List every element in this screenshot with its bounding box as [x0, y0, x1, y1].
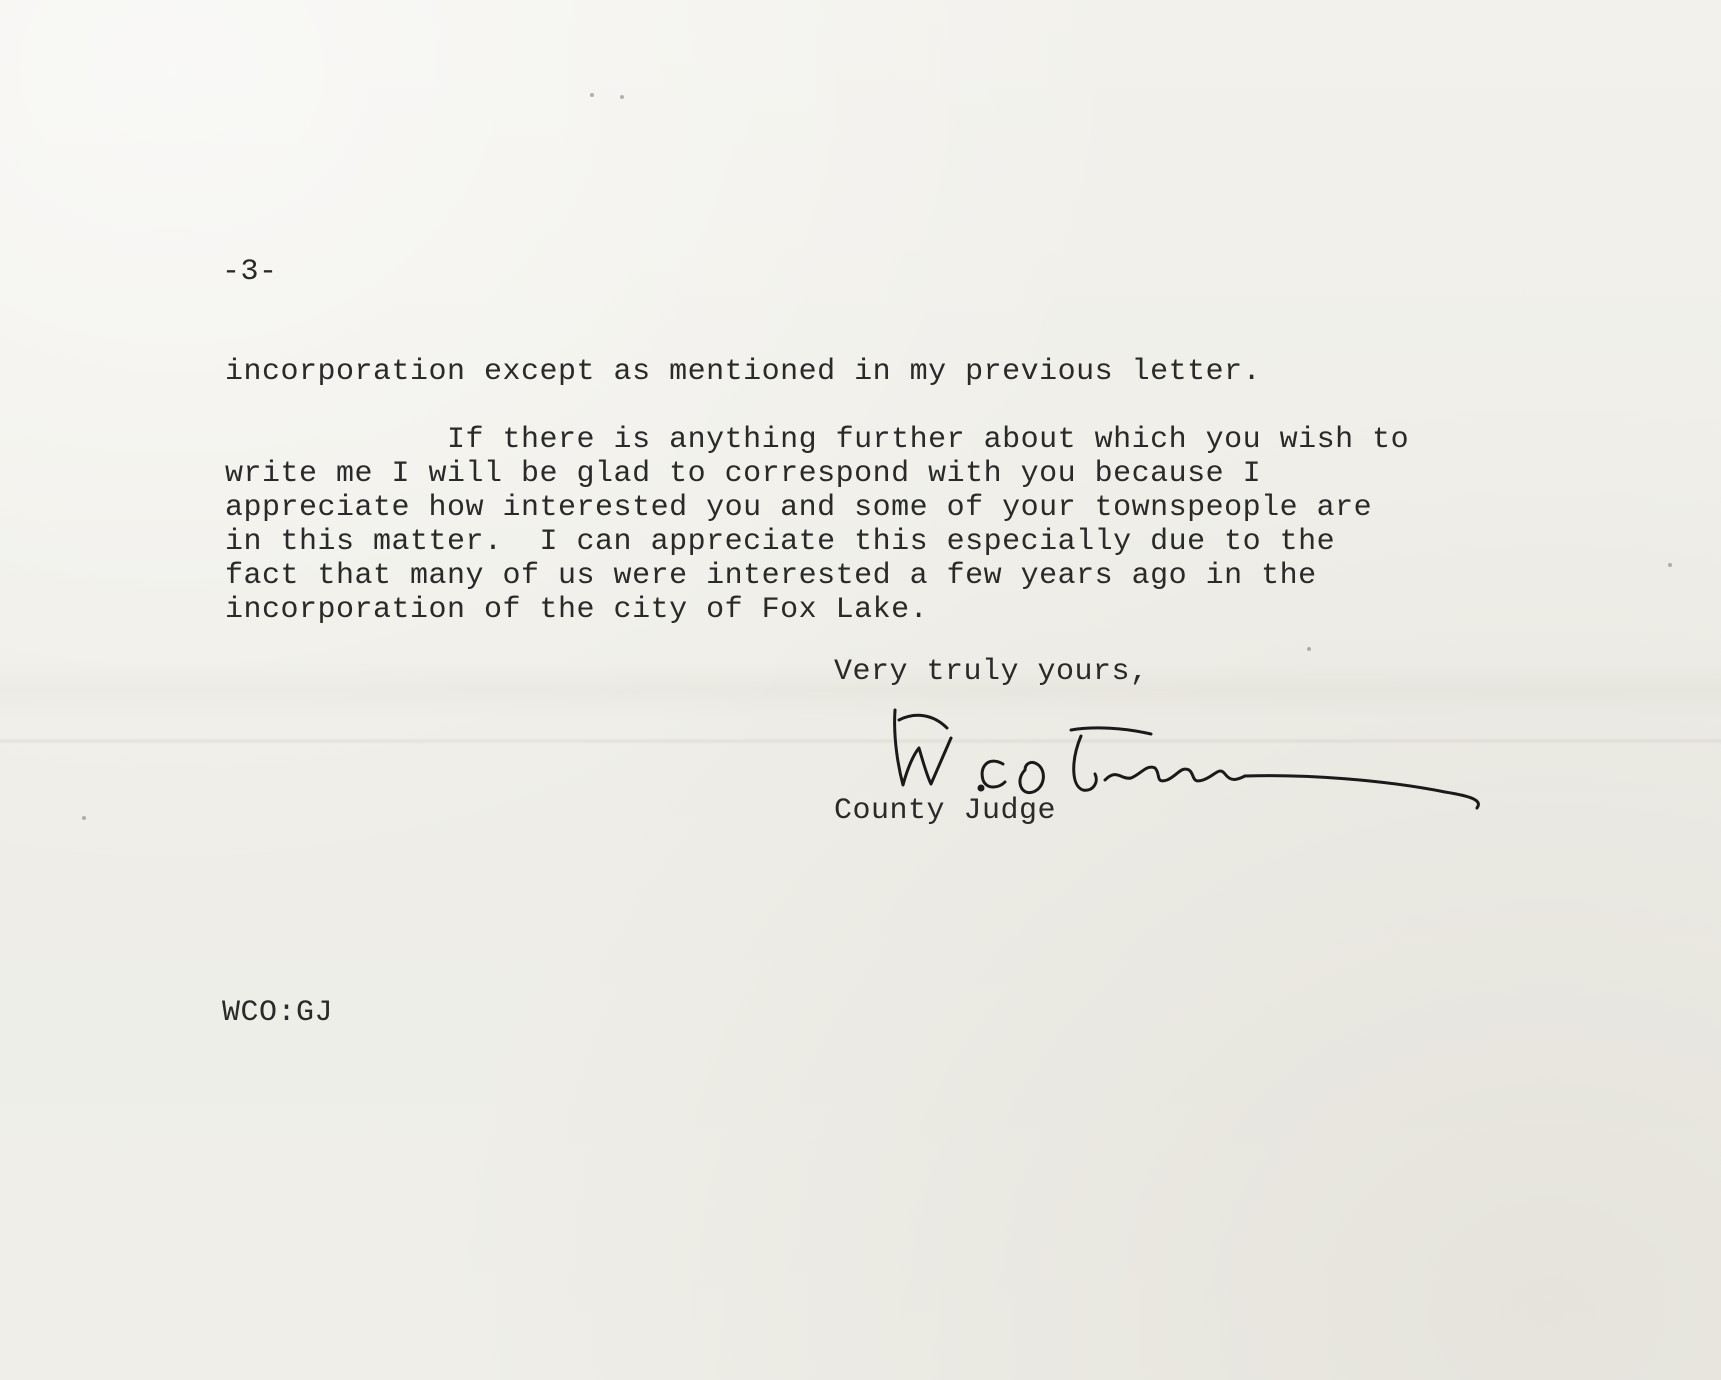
- page-number: -3-: [222, 255, 278, 289]
- paper-speck: [590, 93, 594, 97]
- paper-speck: [82, 816, 86, 820]
- body-line: incorporation except as mentioned in my previous letter.: [225, 355, 1262, 389]
- paper-speck: [620, 95, 624, 99]
- body-line: If there is anything further about which you wish to: [225, 423, 1410, 457]
- body-line: in this matter. I can appreciate this especially due to the: [225, 525, 1336, 559]
- paper-speck: [1668, 563, 1672, 567]
- reference-initials: WCO:GJ: [222, 996, 334, 1030]
- body-line: write me I will be glad to correspond with you because I: [225, 457, 1262, 491]
- signer-title: County Judge: [834, 794, 1057, 828]
- paper-speck: [1307, 647, 1311, 651]
- complimentary-closing: Very truly yours,: [834, 655, 1149, 689]
- body-line: incorporation of the city of Fox Lake.: [225, 593, 929, 627]
- body-line: fact that many of us were interested a few years ago in the: [225, 559, 1317, 593]
- body-line: appreciate how interested you and some of your townspeople are: [225, 491, 1373, 525]
